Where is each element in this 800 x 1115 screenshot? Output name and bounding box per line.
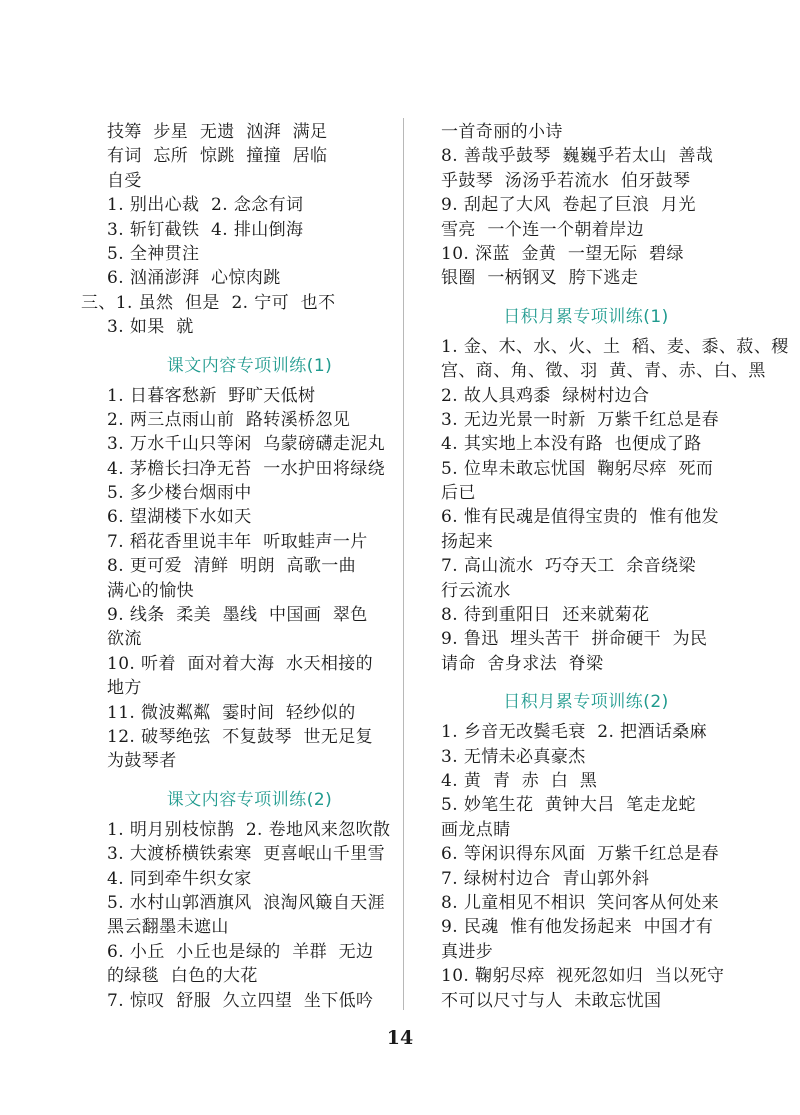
answer-line: 1. 金、木、水、火、土 稻、麦、黍、菽、稷: [441, 336, 789, 357]
answer-line: 乎鼓琴 汤汤乎若流水 伯牙鼓琴: [441, 170, 691, 191]
answer-line: 的绿毯 白色的大花: [107, 966, 258, 987]
answer-line: 8. 待到重阳日 还来就菊花: [441, 605, 650, 626]
answer-line: 8. 善哉乎鼓琴 巍巍乎若太山 善哉: [441, 146, 714, 167]
answer-line: 6. 等闲识得东风面 万紫千红总是春: [441, 844, 720, 865]
answer-line: 3. 无边光景一时新 万紫千红总是春: [441, 409, 720, 430]
answer-line: 4. 同到牵牛织女家: [107, 868, 252, 889]
answer-line: 满心的愉快: [107, 580, 194, 601]
answer-line: 7. 惊叹 舒服 久立四望 坐下低吟: [107, 990, 374, 1011]
answer-line: 9. 刮起了大风 卷起了巨浪 月光: [441, 195, 696, 216]
left-column: [81, 120, 392, 1013]
answer-line: 2. 两三点雨山前 路转溪桥忽见: [107, 409, 351, 430]
answer-line: 扬起来: [441, 531, 494, 552]
answer-line: 3. 大渡桥横铁索寒 更喜岷山千里雪: [107, 844, 386, 865]
answer-line: 10. 听着 面对着大海 水天相接的: [107, 653, 374, 674]
answer-line: 6. 小丘 小丘也是绿的 羊群 无边: [107, 941, 374, 962]
section-heading: 日积月累专项训练(1): [503, 306, 669, 327]
answer-line: 一首奇丽的小诗: [441, 122, 563, 142]
answer-line: 3. 如果 就: [107, 317, 194, 338]
answer-line: 黑云翻墨未遮山: [107, 917, 229, 938]
answer-line: 请命 舍身求法 脊梁: [441, 653, 604, 674]
answer-line: 1. 别出心裁 2. 念念有词: [107, 195, 304, 216]
right-column: [441, 120, 789, 1013]
answer-line: 5. 多少楼台烟雨中: [107, 483, 252, 504]
answer-line: 9. 鲁迅 埋头苦干 拼命硬干 为民: [441, 629, 708, 650]
answer-line: 地方: [107, 678, 142, 699]
answer-line: 有词 忘所 惊跳 撞撞 居临: [107, 146, 328, 167]
answer-line: 1. 乡音无改鬓毛衰 2. 把酒话桑麻: [441, 722, 708, 743]
answer-line: 7. 稻花香里说丰年 听取蛙声一片: [107, 531, 368, 552]
answer-line: 10. 深蓝 金黄 一望无际 碧绿: [441, 243, 684, 264]
answer-line: 技筹 步星 无遗 汹湃 满足: [107, 122, 328, 142]
answer-line: 1. 明月别枝惊鹊 2. 卷地风来忽吹散: [107, 819, 391, 840]
answer-line: 5. 妙笔生花 黄钟大吕 笔走龙蛇: [441, 795, 696, 816]
answer-line: 真进步: [441, 941, 494, 962]
answer-line: 4. 茅檐长扫净无苔 一水护田将绿绕: [107, 458, 386, 479]
column-divider: [403, 118, 404, 1010]
answer-line: 3. 万水千山只等闲 乌蒙磅礴走泥丸: [107, 434, 386, 455]
answer-line: 三、1. 虽然 但是 2. 宁可 也不: [81, 292, 336, 313]
section-heading: 日积月累专项训练(2): [503, 692, 669, 713]
answer-line: 9. 线条 柔美 墨线 中国画 翠色: [107, 605, 368, 626]
answer-line: 画龙点睛: [441, 819, 511, 840]
answer-line: 3. 斩钉截铁 4. 排山倒海: [107, 219, 304, 240]
answer-line: 欲流: [107, 629, 142, 650]
answer-line: 4. 黄 青 赤 白 黑: [441, 770, 598, 791]
answer-line: 6. 惟有民魂是值得宝贵的 惟有他发: [441, 507, 720, 528]
answer-line: 不可以尺寸与人 未敢忘忧国: [441, 990, 662, 1011]
answer-line: 10. 鞠躬尽瘁 视死忽如归 当以死守: [441, 966, 725, 987]
answer-line: 6. 汹涌澎湃 心惊肉跳: [107, 268, 281, 289]
answer-line: 银圈 一柄钢叉 胯下逃走: [441, 268, 639, 289]
answer-line: 5. 全神贯注: [107, 243, 200, 264]
answer-line: 5. 水村山郭酒旗风 浪淘风簸自天涯: [107, 892, 386, 913]
answer-line: 自受: [107, 170, 142, 191]
answer-line: 9. 民魂 惟有他发扬起来 中国才有: [441, 917, 714, 938]
section-heading: 课文内容专项训练(2): [166, 789, 333, 810]
page-number: 14: [386, 1027, 414, 1049]
answer-line: 8. 更可爱 清鲜 明朗 高歌一曲: [107, 556, 357, 577]
answer-line: 11. 微波粼粼 霎时间 轻纱似的: [107, 702, 356, 723]
answer-line: 7. 高山流水 巧夺天工 余音绕梁: [441, 556, 696, 577]
answer-line: 2. 故人具鸡黍 绿树村边合: [441, 385, 650, 406]
answer-line: 7. 绿树村边合 青山郭外斜: [441, 868, 650, 889]
answer-line: 3. 无情未必真豪杰: [441, 746, 586, 767]
answer-line: 为鼓琴者: [107, 751, 177, 772]
answer-line: 4. 其实地上本没有路 也便成了路: [441, 434, 702, 455]
section-heading: 课文内容专项训练(1): [166, 355, 333, 376]
answer-line: 5. 位卑未敢忘忧国 鞠躬尽瘁 死而: [441, 458, 714, 479]
answer-line: 12. 破琴绝弦 不复鼓琴 世无足复: [107, 726, 374, 747]
answer-line: 6. 望湖楼下水如天: [107, 507, 252, 528]
answer-line: 宫、商、角、徵、羽 黄、青、赤、白、黑: [441, 361, 766, 382]
answer-line: 雪亮 一个连一个朝着岸边: [441, 219, 645, 240]
answer-line: 行云流水: [441, 580, 511, 601]
answer-line: 后已: [441, 483, 476, 504]
answer-line: 8. 儿童相见不相识 笑问客从何处来: [441, 892, 720, 913]
answer-line: 1. 日暮客愁新 野旷天低树: [107, 385, 316, 406]
